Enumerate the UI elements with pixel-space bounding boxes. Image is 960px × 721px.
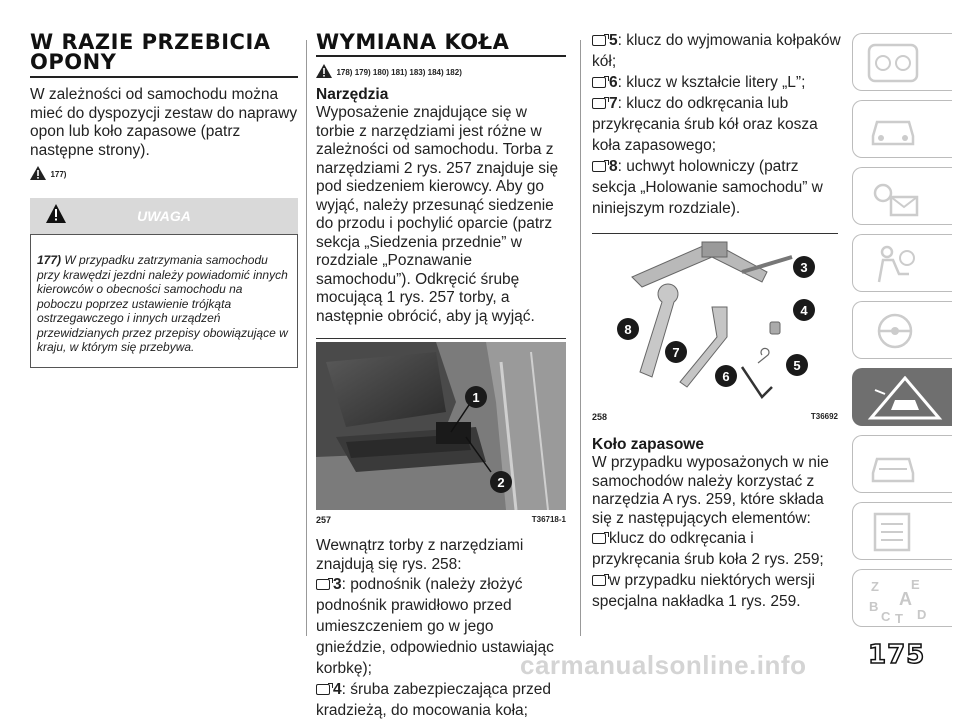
tab-driving[interactable] xyxy=(852,301,952,359)
tab-index[interactable] xyxy=(852,569,952,627)
callout-7: 7 xyxy=(672,345,680,360)
steering-wheel-icon xyxy=(865,309,921,353)
car-front-icon xyxy=(865,108,921,152)
item-text: : klucz do wyjmowania kołpaków kół; xyxy=(592,32,841,70)
index-letter: Z xyxy=(871,579,879,594)
heading-line-2: OPONY xyxy=(30,50,117,74)
warning-triangle-icon xyxy=(316,64,332,78)
toolbag-item-5 xyxy=(592,30,842,72)
checkbox-bullet-icon xyxy=(316,684,330,695)
callout-2: 2 xyxy=(497,475,505,490)
warning-ref-number: 177) xyxy=(50,170,67,179)
subheading-spare-wheel: Koło zapasowe xyxy=(592,436,704,453)
item-number: 5 xyxy=(609,32,618,49)
specs-list-icon xyxy=(865,510,921,554)
item-text: : klucz do odkręcania lub przykręcania śrub kół oraz kosza koła zapasowego; xyxy=(592,95,818,154)
index-letter: T xyxy=(895,611,903,625)
toolbag-item-7 xyxy=(592,93,842,156)
warning-triangle-emergency-icon xyxy=(865,376,945,420)
warning-triangle-icon xyxy=(30,166,46,180)
figure-number: 257 xyxy=(316,515,332,525)
figure-number: 258 xyxy=(592,412,608,422)
spare-wheel-paragraph: W przypadku wyposażonych w nie samochodów należy korzystać z narzędzia A rys. 259, które składa się z następujących elementów: xyxy=(592,454,829,527)
spare-wheel-item-1 xyxy=(592,528,842,570)
section-heading-wheel-change: WYMIANA KOŁA xyxy=(316,0,566,57)
warning-box-body xyxy=(30,234,298,368)
tab-emergency[interactable] xyxy=(852,368,952,426)
callout-8: 8 xyxy=(624,322,632,337)
item-text: : klucz w kształcie litery „L”; xyxy=(617,74,806,91)
tab-maintenance[interactable] xyxy=(852,435,952,493)
figure-257 xyxy=(316,338,566,529)
tab-safety[interactable] xyxy=(852,234,952,292)
tools-illustration xyxy=(592,237,838,409)
item-text: : podnośnik (należy złożyć podnośnik prawidłowo przed umieszczeniem go w jego gnieździe, odpowiednio ustawiając korbkę); xyxy=(316,576,554,677)
right-column xyxy=(592,30,842,612)
checkbox-bullet-icon xyxy=(592,533,606,544)
warning-references xyxy=(316,62,566,80)
warning-reference xyxy=(30,164,298,182)
checkbox-bullet-icon xyxy=(316,579,330,590)
toolbag-item-6 xyxy=(592,72,842,93)
watermark: carmanualsonline.info xyxy=(520,650,807,680)
toolbag-item-8 xyxy=(592,156,842,219)
figure-258 xyxy=(592,233,838,426)
item-number: 7 xyxy=(609,95,618,112)
seat-toolbag-illustration xyxy=(316,342,566,510)
item-text: : uchwyt holowniczy (patrz sekcja „Holowanie samochodu” w niniejszym rozdziale). xyxy=(592,158,823,217)
callout-1: 1 xyxy=(472,390,480,405)
callout-6: 6 xyxy=(722,369,730,384)
column-divider xyxy=(580,40,581,636)
airbag-seat-icon xyxy=(865,242,921,286)
index-letter: A xyxy=(899,589,912,609)
item-number: 8 xyxy=(609,158,618,175)
toolbag-item-4 xyxy=(316,679,566,721)
tab-dashboard[interactable] xyxy=(852,33,952,91)
item-text: : śruba zabezpieczająca przed kradzieżą, do mocowania koła; xyxy=(316,681,551,719)
callout-5: 5 xyxy=(793,358,801,373)
index-letter: C xyxy=(881,609,891,624)
item-number: 3 xyxy=(333,576,342,593)
checkbox-bullet-icon xyxy=(592,98,606,109)
item-number: 6 xyxy=(609,74,618,91)
intro-text: W zależności od samochodu można mieć do dyspozycji zestaw do naprawy opon lub koło zapasowe (patrz następne strony). xyxy=(30,86,298,159)
left-column xyxy=(30,0,298,368)
figure-code: T36692 xyxy=(810,412,838,421)
figure-code: T36718-1 xyxy=(531,515,566,524)
checkbox-bullet-icon xyxy=(592,35,606,46)
warning-box-text: W przypadku zatrzymania samochodu przy krawędzi jezdni należy powiadomić innych kierowców o obecności samochodu na poboczu poprzez ustawienie trójkąta ostrzegawczego i innych urządzeń przewidzianych przez przepisy obowiązujące w kraju, w którym się przebywa. xyxy=(37,253,288,354)
tab-specs[interactable] xyxy=(852,502,952,560)
heading-line-1: W RAZIE PRZEBICIA xyxy=(30,30,271,54)
alphabet-index-icon xyxy=(865,577,935,625)
warning-box-number: 177) xyxy=(37,253,62,267)
warning-box-header xyxy=(30,198,298,234)
column-divider xyxy=(306,40,307,636)
item-text: w przypadku niektórych wersji specjalna nakładka 1 rys. 259. xyxy=(592,572,815,610)
page-number: 175 xyxy=(868,640,926,670)
tab-lights[interactable] xyxy=(852,167,952,225)
warning-box-title: UWAGA xyxy=(137,208,191,224)
tools-paragraph: Wyposażenie znajdujące się w torbie z narzędziami jest różne w zależności od samochodu. Torba z narzędziami 2 rys. 257 znajduje się pod siedzeniem kierowcy. Aby go wyjąć, należy przesunąć siedzenie do przodu i pochylić oparcie (patrz sekcja „Siedzenia przednie” w rozdziale „Poznawanie samochodu”). Odkręcić śrubę mocującą 1 rys. 257 torby, a następnie obrócić, aby ją wyjąć. xyxy=(316,104,559,325)
car-maintenance-icon xyxy=(865,443,921,487)
car-dashboard-icon xyxy=(865,41,921,85)
item-text: klucz do odkręcania i przykręcania śrub koła 2 rys. 259; xyxy=(592,530,824,568)
lights-message-icon xyxy=(865,175,921,219)
index-letter: B xyxy=(869,599,879,614)
index-letter: D xyxy=(917,607,927,622)
checkbox-bullet-icon xyxy=(592,77,606,88)
spare-wheel-item-2 xyxy=(592,570,842,612)
callout-4: 4 xyxy=(800,303,808,318)
section-heading-flat-tire xyxy=(30,0,298,78)
toolbag-contents-intro: Wewnątrz torby z narzędziami znajdują się rys. 258: xyxy=(316,537,524,573)
tab-car[interactable] xyxy=(852,100,952,158)
index-letter: E xyxy=(911,577,920,592)
subheading-tools: Narzędzia xyxy=(316,86,389,103)
warning-ref-numbers: 178) 179) 180) 181) 183) 184) 182) xyxy=(336,68,462,77)
checkbox-bullet-icon xyxy=(592,575,606,586)
middle-column xyxy=(316,0,566,721)
chapter-tabs-sidebar xyxy=(852,0,960,678)
checkbox-bullet-icon xyxy=(592,161,606,172)
callout-3: 3 xyxy=(800,260,808,275)
item-number: 4 xyxy=(333,681,342,698)
